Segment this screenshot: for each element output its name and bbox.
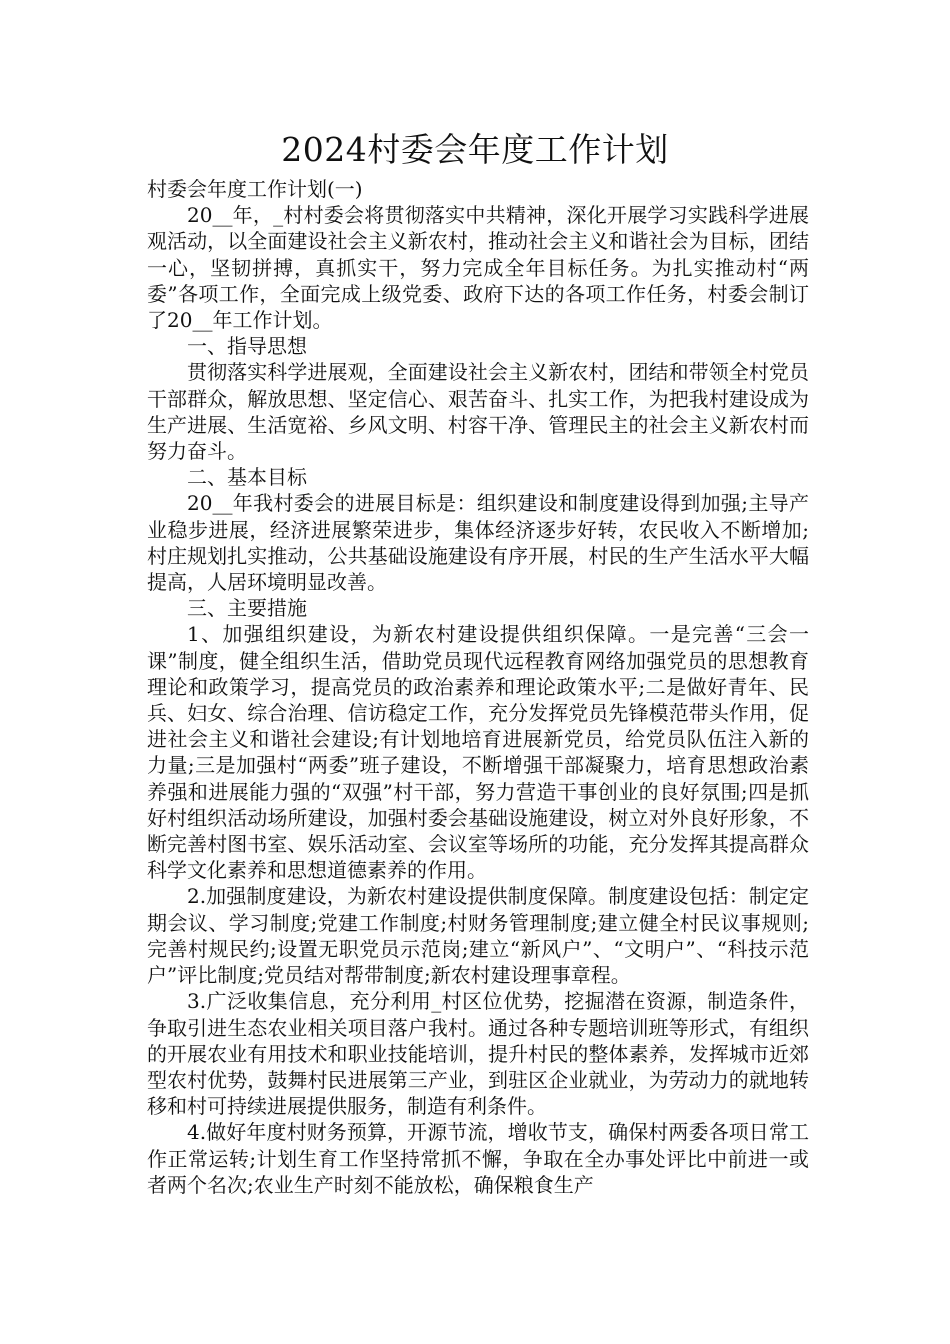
guiding-ideology-paragraph: 贯彻落实科学进展观，全面建设社会主义新农村，团结和带领全村党员干部群众，解放思想、坚定信心、艰苦奋斗、扎实工作，为把我村建设成为生产进展、生活宽裕、乡风文明、村容干净、管理民主的社会主义新农村而努力奋斗。 bbox=[147, 360, 809, 464]
measure-2-paragraph: 2.加强制度建设，为新农村建设提供制度保障。制度建设包括：制定定期会议、学习制度;党建工作制度;村财务管理制度;建立健全村民议事规则;完善村规民约;设置无职党员示范岗;建立“新风户”、“文明户”、“科技示范户”评比制度;党员结对帮带制度;新农村建设理事章程。 bbox=[147, 884, 809, 988]
document-body bbox=[147, 176, 809, 1198]
measure-1-paragraph: 1、加强组织建设，为新农村建设提供组织保障。一是完善“三会一课”制度，健全组织生活，借助党员现代远程教育网络加强党员的思想教育理论和政策学习，提高党员的政治素养和理论政策水平;二是做好青年、民兵、妇女、综合治理、信访稳定工作，充分发挥党员先锋模范带头作用，促进社会主义和谐社会建设;有计划地培育进展新党员，给党员队伍注入新的力量;三是加强村“两委”班子建设，不断增强干部凝聚力，培育思想政治素养强和进展能力强的“双强”村干部，努力营造干事创业的良好氛围;四是抓好村组织活动场所建设，加强村委会基础设施建设，树立对外良好形象，不断完善村图书室、娱乐活动室、会议室等场所的功能，充分发挥其提高群众科学文化素养和思想道德素养的作用。 bbox=[147, 622, 809, 883]
intro-paragraph: 20__年，_村村委会将贯彻落实中共精神，深化开展学习实践科学进展观活动，以全面建设社会主义新农村，推动社会主义和谐社会为目标，团结一心，坚韧拼搏，真抓实干，努力完成全年目标任务。为扎实推动村“两委”各项工作，全面完成上级党委、政府下达的各项工作任务，村委会制订了20__年工作计划。 bbox=[147, 203, 809, 333]
document-subtitle: 村委会年度工作计划(一) bbox=[147, 177, 363, 201]
measure-3-paragraph: 3.广泛收集信息，充分利用_村区位优势，挖掘潜在资源，制造条件，争取引进生态农业相关项目落户我村。通过各种专题培训班等形式，有组织的开展农业有用技术和职业技能培训，提升村民的整体素养，发挥城市近郊型农村优势，鼓舞村民进展第三产业，到驻区企业就业，为劳动力的就地转移和村可持续进展提供服务，制造有利条件。 bbox=[147, 989, 809, 1119]
section-heading-guiding-ideology: 一、指导思想 bbox=[187, 334, 307, 359]
basic-goals-paragraph: 20__年我村委会的进展目标是：组织建设和制度建设得到加强;主导产业稳步进展，经济进展繁荣进步，集体经济逐步好转，农民收入不断增加;村庄规划扎实推动，公共基础设施建设有序开展，村民的生产生活水平大幅提高，人居环境明显改善。 bbox=[147, 491, 809, 595]
document-title: 2024村委会年度工作计划 bbox=[281, 130, 669, 169]
measure-4-paragraph: 4.做好年度村财务预算，开源节流，增收节支，确保村两委各项日常工作正常运转;计划生育工作坚持常抓不懈，争取在全办事处评比中前进一或者两个名次;农业生产时刻不能放松，确保粮食生产 bbox=[147, 1120, 809, 1197]
section-heading-basic-goals: 二、基本目标 bbox=[187, 465, 307, 490]
section-heading-main-measures: 三、主要措施 bbox=[187, 596, 307, 621]
